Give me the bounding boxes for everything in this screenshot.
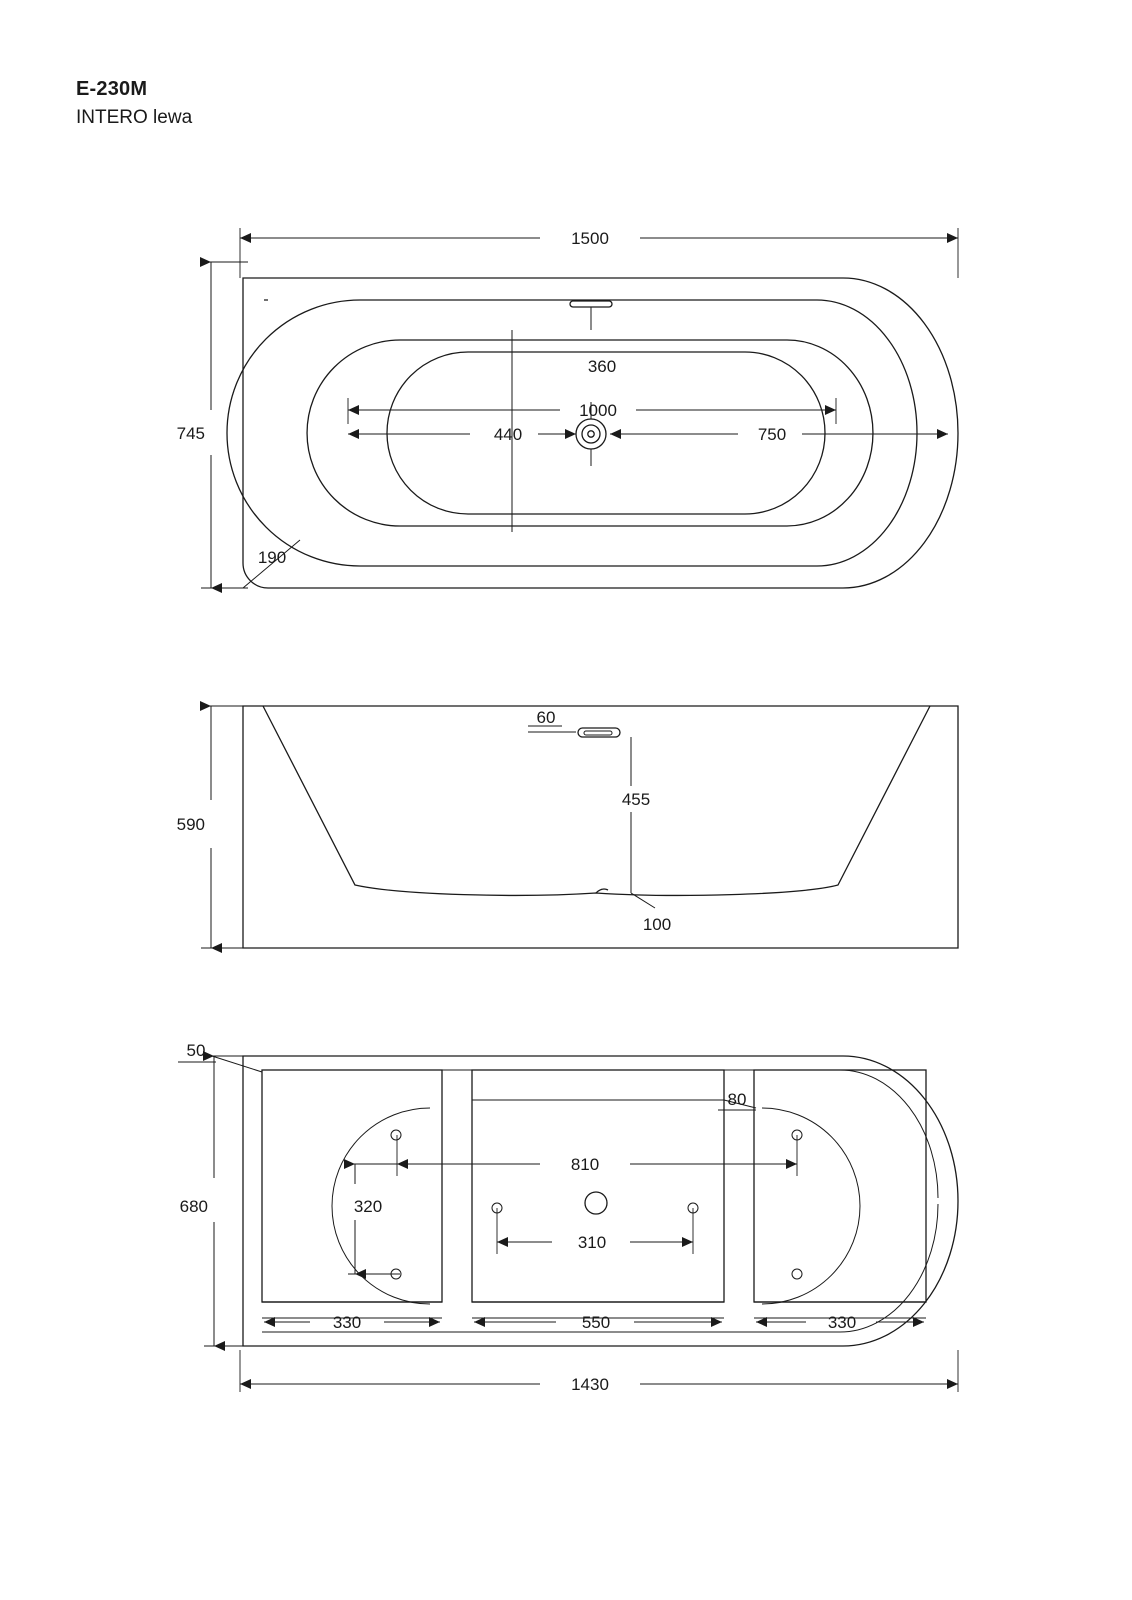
dim-top-190: 190 bbox=[257, 548, 287, 567]
dim-front-height: 590 bbox=[176, 815, 205, 834]
model-code: E-230M bbox=[76, 78, 148, 100]
dim-top-1000: 1000 bbox=[579, 401, 617, 420]
frame-view bbox=[178, 1041, 958, 1394]
dim-frame-320: 320 bbox=[353, 1197, 383, 1216]
dim-top-width: 1500 bbox=[571, 229, 609, 248]
front-view bbox=[177, 706, 958, 948]
dim-frame-50: 50 bbox=[186, 1041, 206, 1060]
dim-frame-680: 680 bbox=[179, 1197, 208, 1216]
dim-top-750: 750 bbox=[757, 425, 787, 444]
dim-frame-310: 310 bbox=[577, 1233, 607, 1252]
dim-top-440: 440 bbox=[493, 425, 523, 444]
dim-front-100: 100 bbox=[642, 915, 672, 934]
dim-frame-330-left: 330 bbox=[332, 1313, 362, 1332]
dim-top-360: 360 bbox=[587, 357, 617, 376]
dim-frame-80: 80 bbox=[727, 1090, 747, 1109]
top-view bbox=[177, 228, 958, 588]
dim-frame-550: 550 bbox=[581, 1313, 611, 1332]
dim-front-455: 455 bbox=[621, 790, 651, 809]
dim-front-60: 60 bbox=[536, 708, 556, 727]
dim-frame-1430: 1430 bbox=[571, 1375, 609, 1394]
dim-frame-330-right: 330 bbox=[827, 1313, 857, 1332]
dim-frame-810: 810 bbox=[570, 1155, 600, 1174]
dim-top-depth: 745 bbox=[176, 424, 205, 443]
model-name: INTERO lewa bbox=[76, 107, 193, 128]
